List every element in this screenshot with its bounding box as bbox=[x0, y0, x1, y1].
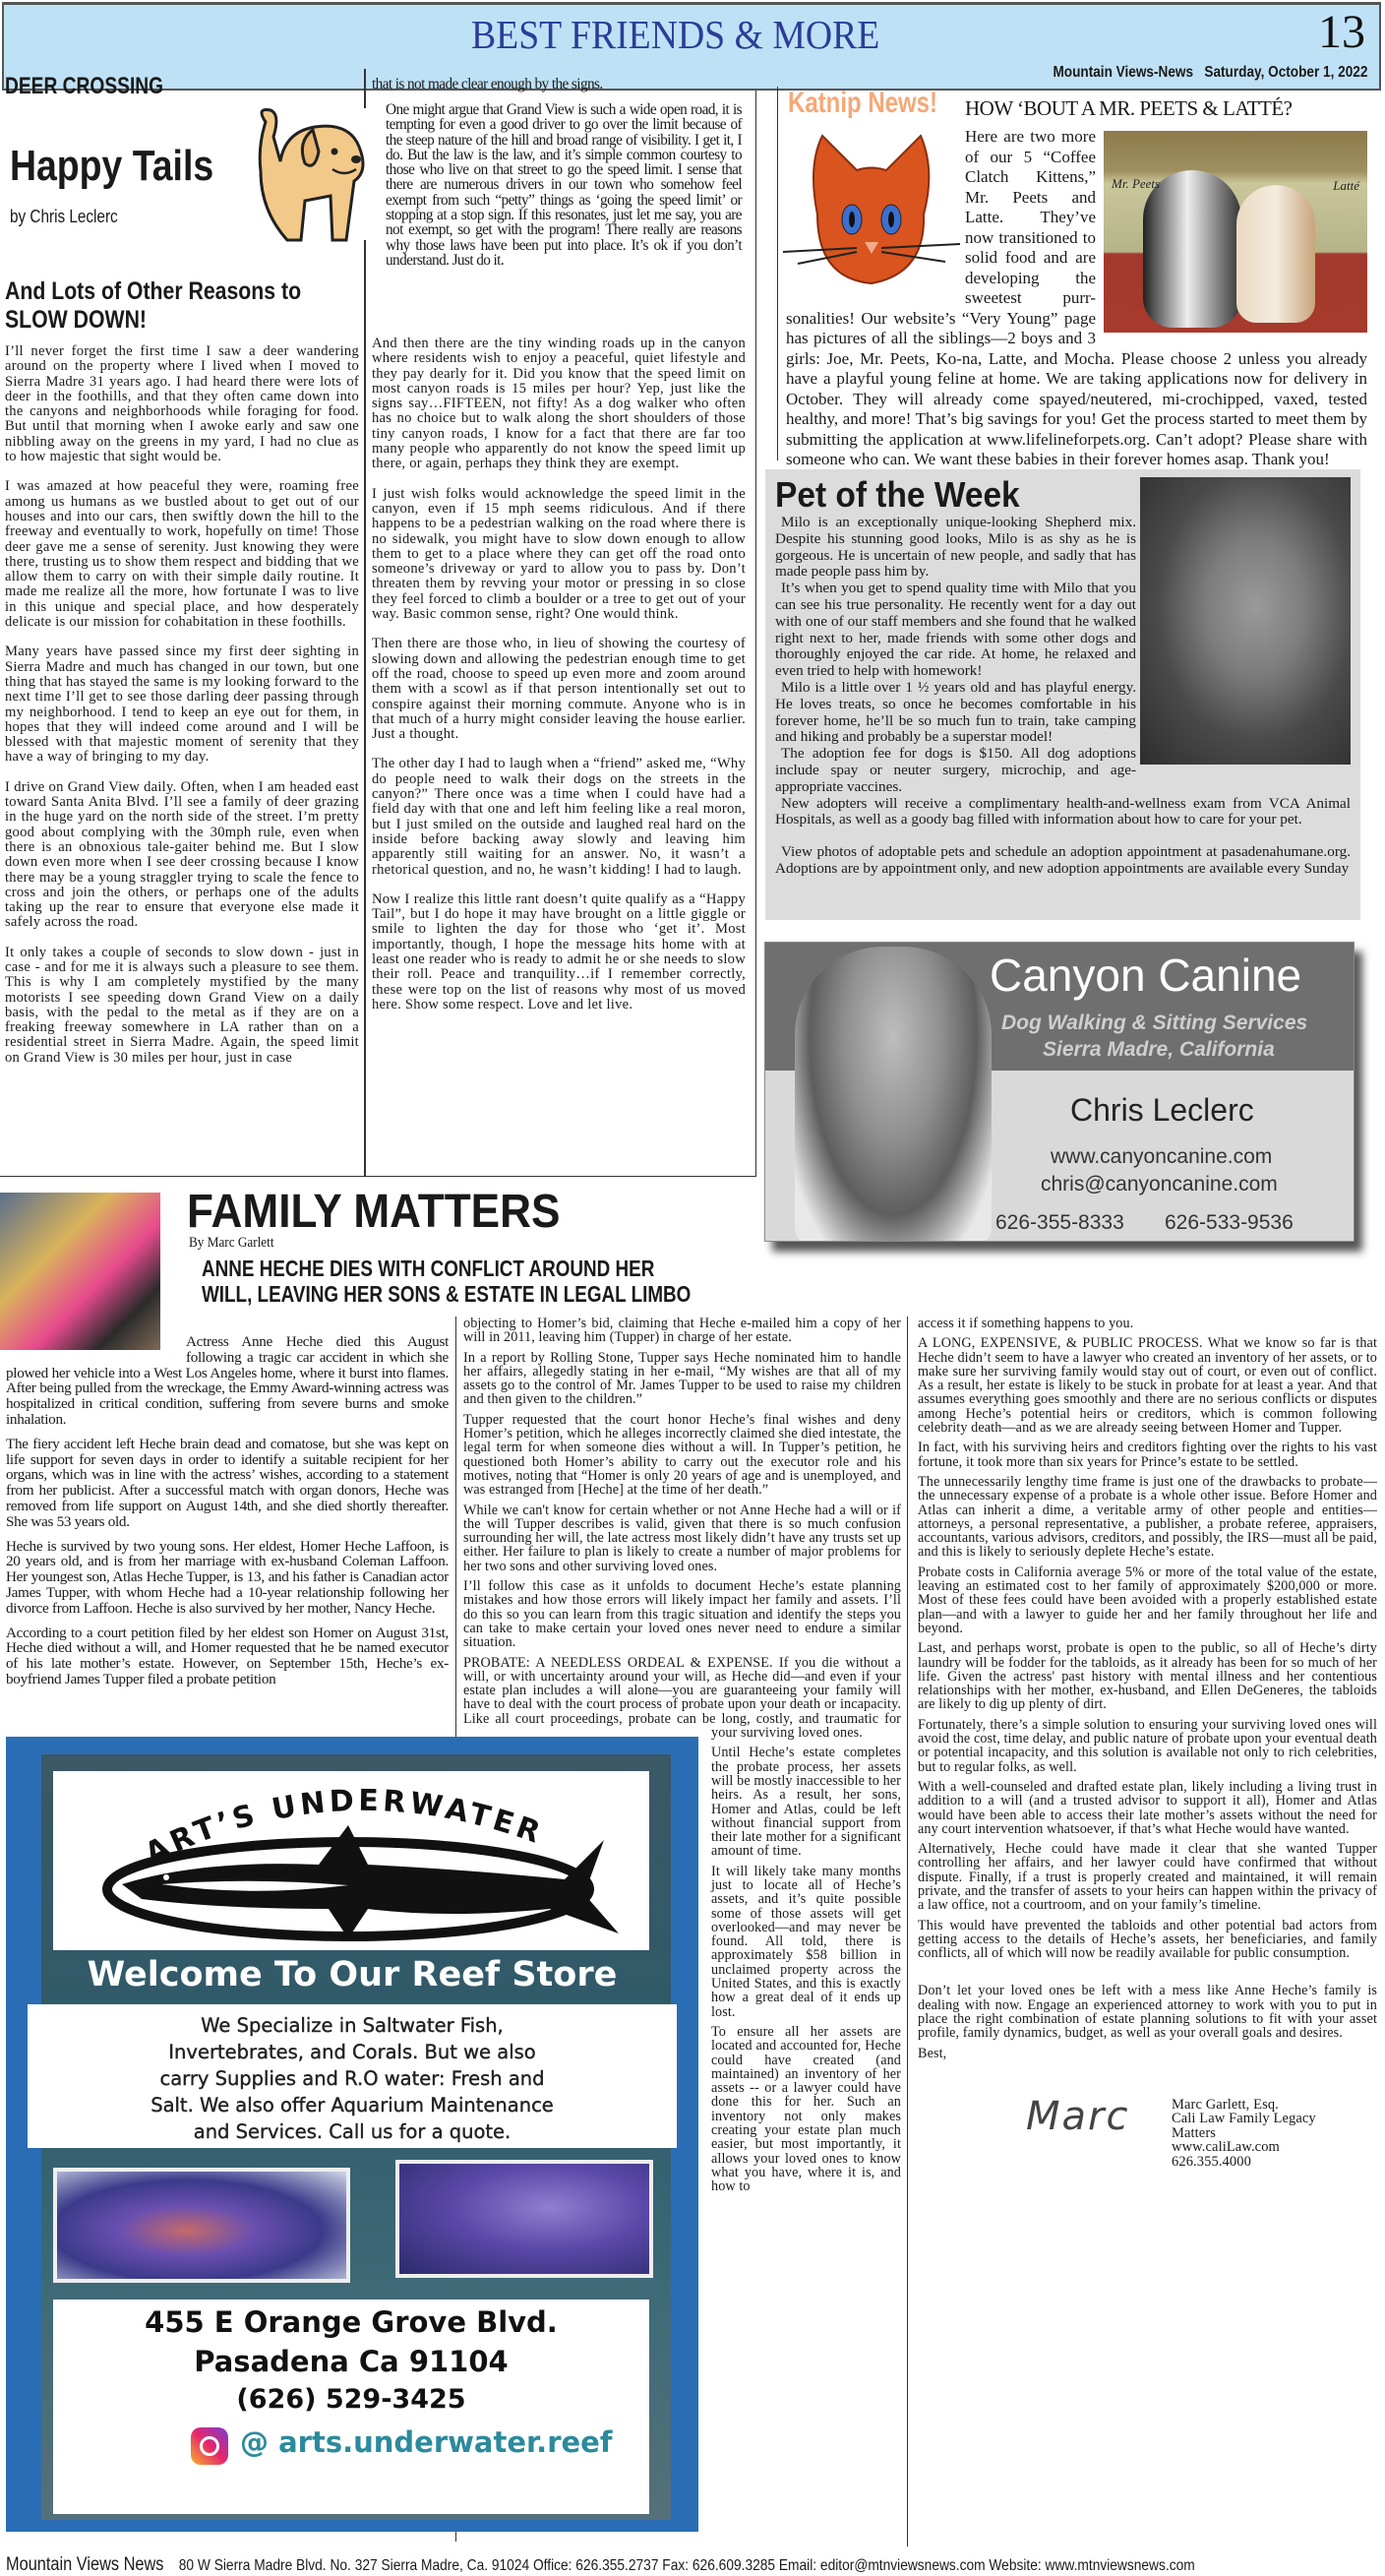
canyon-canine-ad bbox=[764, 942, 1355, 1242]
firm-website[interactable]: www.caliLaw.com bbox=[1172, 2139, 1280, 2156]
issue-date: Saturday, October 1, 2022 bbox=[1203, 64, 1367, 81]
paragraph: Then there are those who, in lieu of showing the courtesy of slowing down and allowing the pedestrian enough time to get off the road, choose to speed up even more and zoom around them with a scowl as if that person intentionally set out to conspire against their morning commute. Anyone who is in that much of a hurry might consider leaving the house earlier. Just a thought. bbox=[372, 636, 746, 743]
paragraph: A LONG, EXPENSIVE, & PUBLIC PROCESS. What we know so far is that Heche didn’t seem to have a lawyer who created an inventory of her assets, or to make sure her surviving family would stay out of court, or even out of conflict. As a result, her estate is likely to be stuck in probate for at least a year. And that assumes everything goes smoothly and there are no serious conflicts or disputes among Heche’s potential heirs or creditors, which is common following celebrity death—and as we are already seeing between Homer and Tupper. bbox=[918, 1335, 1377, 1437]
kitten-figure bbox=[1236, 185, 1315, 323]
column-paragraphs bbox=[918, 1317, 1377, 1960]
paragraph: Tupper requested that the court honor Heche’s final wishes and deny Homer’s petition, which he alleges incorrectly claimed she died intestate, the legal term for when someone dies without a will. In Tupper’s petition, he questioned both Homer’s ability to carry out the executor role and his motives, noting that “Homer is only 20 years of age and is unemployed, and was estranged from [Heche] at the time of her death.” bbox=[463, 1411, 901, 1499]
coral-photo bbox=[53, 2168, 350, 2283]
katnip-text: Here are two more of our 5 “Coffee Clatch Kittens,” Mr. Peets and Latte. They’ve now transitioned to solid food and are developing the sweetest purr-sonalities! Our website’s “Very Young” page has pictures of all the siblings—2 boys and 3 girls: Joe, Mr. Peets, Ko-na, Latte, and Mocha. Please choose 2 unless you already have a playful young feline at home. We are taking applications now for delivery in October. They will already come spayed/neutered, mi-crochipped, vaxed, tested healthy, and more! That’s big savings for you! Get the process started to meet them by submitting the application at www.lifelineforpets.org. Can’t adopt? Please share with someone who can. We want these babies in their forever homes asap. Thank you! bbox=[786, 127, 1367, 468]
firm-name: Cali Law Family Legacy bbox=[1172, 2111, 1316, 2127]
katnip-logo-area bbox=[778, 87, 965, 298]
instagram-icon bbox=[191, 2427, 228, 2465]
description-line: carry Supplies and R.O water: Fresh and bbox=[159, 2067, 545, 2090]
description-line: Invertebrates, and Corals. But we also bbox=[168, 2041, 536, 2063]
paragraph: I’ll never forget the first time I saw a deer wandering around on the property where I lived when I moved to Sierra Madre 31 years ago. I had heard there were lots of deer in the foothills, and that they often came down into the canyons and neighborhoods while foraging for food. But until that morning when I awoke early and saw one nibbling away on the greens in my yard, I had no clue as to how majestic that sight would be. bbox=[5, 344, 359, 465]
katnip-news-article bbox=[777, 87, 1377, 468]
description-line: Salt. We also offer Aquarium Maintenance bbox=[151, 2094, 554, 2116]
paragraph: Alternatively, Heche could have made it clear that she wanted Tupper controlling her affairs, and her lawyer could have confirmed that without dispute. Finally, if a trust is properly created and maintained, it will remain private, and the transfer of assets to your heirs can happen within the privacy of a law office, not a courtroom, and on your family’s timeline. bbox=[918, 1841, 1377, 1914]
page-number: 13 bbox=[1318, 6, 1365, 58]
byline: by Chris Leclerc bbox=[10, 207, 118, 226]
welcome-banner: Welcome To Our Reef Store bbox=[87, 1955, 618, 1994]
paragraph: And then there are the tiny winding roads up in the canyon where residents wish to enjoy a peaceful, quiet lifestyle and they pay dearly for it. Did you know that the speed limit on most canyon roads is 15 miles per hour? Yep, just like the signs say…FIFTEEN, not fifty! As a dog walker who often has no choice but to walk along the short shoulders of those tiny canyon roads, I know for a fact that there are far too many people who apparently do not know the speed limit up there, or again, perhaps they think they are exempt. bbox=[372, 337, 746, 472]
ad-tagline: Dog Walking & Sitting Services bbox=[1001, 1012, 1308, 1034]
signature-area bbox=[918, 2090, 1377, 2208]
signoff: Best, bbox=[918, 2045, 947, 2061]
signature-block bbox=[1172, 2098, 1316, 2170]
paragraph: Last, and perhaps worst, probate is open to the public, so all of Heche’s dirty laundry will be fodder for the tabloids, as it already has been for so much of her life. Given the actress' past history with mental illness and her contentious relationships with her mother, ex-husband, and Ellen DeGeneres, the tabloids are likely to dig up plenty of dirt. bbox=[918, 1640, 1377, 1713]
ad-website[interactable]: www.canyoncanine.com bbox=[1051, 1145, 1273, 1168]
article-headline: And Lots of Other Reasons to SLOW DOWN! bbox=[5, 277, 302, 334]
page-footer bbox=[6, 2554, 1195, 2576]
paragraph: I’ll follow this case as it unfolds to document Heche’s estate planning mistakes and how those errors will likely impact her family and assets. I’ll do this so you can learn from this tragic situation and identify the steps you can take to make certain your loved ones never need to endure a similar situation. bbox=[463, 1578, 901, 1651]
ad-phone: (626) 529-3425 bbox=[236, 2384, 466, 2415]
headline-line: WILL, LEAVING HER SONS & ESTATE IN LEGAL LIMBO bbox=[202, 1281, 692, 1307]
paragraph: The fiery accident left Heche brain dead and comatose, but she was kept on life support for seven days in order to identify a suitable recipient for her organs, which was in line with the actress’ wishes, according to a statement from her publicist. After a successful match with organ donors, Heche was removed from life support on August 14th, and she died shortly thereafter. She was 53 years old. bbox=[6, 1435, 449, 1530]
paragraph: To ensure all her assets are located and accounted for, Heche could have created (and maintained) an inventory of her assets -- or a lawyer could have done this for her. Such an inventory not only makes creating your estate plan much easier, but most importantly, it allows your loved ones to know what you have, where it is, and how to bbox=[711, 2023, 901, 2195]
pet-adoption-note: View photos of adoptable pets and schedule an adoption appointment at pasadenahumane.org. Adoptions are by appointment only, and new adoption appointments are available every Sunday bbox=[775, 843, 1351, 877]
paragraph: The adoption fee for dogs is $150. All dog adoptions include spay or neuter surgery, microchip, and age-appropriate vaccines. bbox=[775, 745, 1136, 795]
paragraph: Now I realize this little rant doesn’t quite qualify as a “Happy Tail”, but I do hope it may have brought on a little giggle or smile to lighten the day for those who ‘get it’. Most importantly, though, I hope the message hits home with at least one reader who is ready to admit he or she needs to slow their roll. Peace and tranquility…if I remember correctly, these were top on the list of reasons why most of us moved here. Show some respect. Love and let live. bbox=[372, 890, 746, 1012]
paragraph: According to a court petition filed by her eldest son Homer on August 31st, Heche died without a will, and Homer requested that he be named executor of his late mother’s estate. However, on September 15th, Heche’s ex-boyfriend James Tupper filed a probate petition bbox=[6, 1624, 449, 1687]
section-title: BEST FRIENDS & MORE bbox=[471, 12, 880, 57]
ad-location: Sierra Madre, California bbox=[1043, 1038, 1275, 1061]
ad-phone: 626-533-9536 bbox=[1165, 1211, 1294, 1234]
paragraph: It’s when you get to spend quality time with Milo that you can see his true personality. He recently went for a day out with one of our staff members and she found that he walked right next to her, made friends with some other dogs and thoroughly enjoyed the car ride. At home, he relaxed and even tried to help with homework! bbox=[775, 580, 1136, 680]
paragraph: I was amazed at how peaceful they were, roaming free among us humans as we bustled about to get out of our houses and into our cars, then swiftly down the hill to the freeway and eventually to work, hopefully on time! Those deer gave me a sense of serenity. Just knowing they were there, trusting us to show them respect and bidding that we allow them to carry on with their simple daily routine. It made me realize all the more, how fortunate I was to live in this unique and special place, and how desperately delicate is our mission for cohabitation in these foothills. bbox=[5, 478, 359, 631]
paragraph: With a well-counseled and drafted estate plan, likely including a living trust in addition to a will (and a trusted advisor to support it all), Homer and Atlas would have been able to access their late mother’s assets without the need for any court intervention whatsoever, if that’s what Heche would have wanted. bbox=[918, 1778, 1377, 1837]
column-title: FAMILY MATTERS bbox=[187, 1186, 561, 1238]
pet-title: Pet of the Week bbox=[775, 474, 1020, 515]
ad-address-line: Pasadena Ca 91104 bbox=[194, 2345, 509, 2378]
photo-label: Mr. Peets bbox=[1112, 176, 1161, 191]
byline: By Marc Garlett bbox=[189, 1235, 274, 1251]
headline-line: ANNE HECHE DIES WITH CONFLICT AROUND HER bbox=[202, 1256, 655, 1281]
arts-underwater-reef-ad bbox=[6, 1737, 698, 2532]
publication-name: Mountain Views-News bbox=[1053, 64, 1193, 81]
article-kicker: DEER CROSSING bbox=[5, 73, 164, 99]
paragraph: In a report by Rolling Stone, Tupper says Heche nominated him to handle her affairs, allegedly stating in her e-mail, “My wishes are that all of my assets go to the control of Mr. James Tupper to be used to raise my children and then given to the children.” bbox=[463, 1349, 901, 1408]
ad-email[interactable]: chris@canyoncanine.com bbox=[1041, 1173, 1278, 1196]
paragraph: I just wish folks would acknowledge the speed limit in the canyon, even if 15 mph seems ridiculous. And if there happens to be a pedestrian walking on the road where there is no sidewalk, you might have to slow down enough to allow them to get to a place where they can get off the road onto someone’s driveway or yard to allow you to pass by. Don’t threaten them by revving your motor or pressing in so close they feel forced to climb a boulder or a tree to get out of your way. Basic common sense, right? One would think. bbox=[372, 485, 746, 623]
katnip-headline: HOW ‘BOUT A MR. PEETS & LATTÉ? bbox=[965, 96, 1293, 120]
kitten-figure bbox=[1143, 170, 1241, 328]
cat-face-icon bbox=[778, 126, 960, 293]
article-continuation: that is not made clear enough by the signs. bbox=[372, 76, 603, 92]
author-name: Marc Garlett, Esq. bbox=[1172, 2096, 1279, 2113]
shark-logo-icon bbox=[53, 1771, 649, 1950]
paragraph: It only takes a couple of seconds to slow down - just in case - and for me it is always such a pleasure to see them. This is why I am completely mystified by the many motorists I see speeding down Grand View on a daily basis, with the pedal to the metal as if they are on a freaking freeway somewhere in LA rather than on a residential street in Sierra Madre. Again, the speed limit on Grand View is 30 miles per hour, just in case bbox=[5, 944, 359, 1066]
dog-photo bbox=[1140, 477, 1351, 765]
katnip-logo: Katnip News! bbox=[788, 87, 938, 119]
paragraph: Many years have passed since my first deer sighting in Sierra Madre and much has changed in our town, but one thing that has stayed the same is my looking forward to the next time I’ll get to see those darling deer passing through my neighborhood. I tend to keep an eye out for them, in hopes that they will indeed come around and I will be blessed with that majestic moment of serenity that they have a way of bringing to my day. bbox=[5, 644, 359, 766]
paragraph: The unnecessarily lengthy time frame is just one of the drawbacks to probate—the unnecessary expense of a probate is a whole other issue. Before Homer and Atlas can inherit a dime, a veritable army of other people and entities—attorneys, a personal representative, a publisher, a probate referee, appraisers, accountants, various advisors, creditors, and possibly, the IRS—must all be paid, and this is likely to seriously deplete Heche’s estate. bbox=[918, 1473, 1378, 1561]
column-rule bbox=[364, 240, 366, 1177]
closing-paragraph: Don’t let your loved ones be left with a mess like Anne Heche’s family is dealing with now. Engage an experienced attorney to work with you to put in place the right combination of estate planning solutions to fit with your asset profile, family dynamics, budget, as well as your overall goals and desires. bbox=[918, 1983, 1377, 2042]
paragraph: Milo is an exceptionally unique-looking Shepherd mix. Despite his stunning good looks, Milo is as shy as he is gorgeous. He is uncertain of new people, and sadly that has made people pass him by. bbox=[775, 514, 1136, 581]
family-photo bbox=[0, 1193, 160, 1350]
description-line: We Specialize in Saltwater Fish, bbox=[201, 2014, 504, 2037]
fish-tank-photo bbox=[395, 2160, 653, 2278]
firm-phone: 626.355.4000 bbox=[1172, 2153, 1251, 2170]
paragraph: objecting to Homer’s bid, claiming that Heche e-mailed him a copy of her will in 2011, leaving him (Tupper) in charge of her estate. bbox=[463, 1317, 901, 1346]
firm-name-cont: Matters bbox=[1172, 2124, 1216, 2141]
ad-description bbox=[28, 2012, 677, 2145]
paragraph: Actress Anne Heche died this August following a tragic car accident in which she plowed her vehicle into a West Los Angeles home, where it burst into flames. After being pulled from the wreckage, the Emmy Award-winning actress was hospitalized in critical condition, suffering from severe burns and smoke inhalation. bbox=[6, 1334, 449, 1428]
paragraph: In fact, with his surviving heirs and creditors fighting over the rights to his vast fortune, it took more than six years for Prince’s estate to be settled. bbox=[918, 1440, 1377, 1470]
column-paragraphs bbox=[6, 1334, 449, 1687]
footer-publication: Mountain Views News bbox=[6, 2554, 164, 2575]
kittens-photo bbox=[1104, 131, 1367, 333]
paragraph: The other day I had to laugh when a “friend” asked me, “Why do people need to walk their dogs on the streets in the canyon?” There once was a time when I could have had a field day with that one and left him feeling like a real moron, but I just smiled on the outside and laughed real hard on the inside before backing away slowly and leaving him apparently still waiting for an answer. No, it wasn’t a rhetorical question, and no, he wasn’t kidding! I had to laugh. bbox=[372, 756, 746, 878]
article-column-1 bbox=[6, 1334, 449, 1723]
article-column-1 bbox=[5, 344, 359, 1176]
article-paragraph: One might argue that Grand View is such a wide open road, it is tempting for even a good driver to go over the limit because of the steep nature of the hill and broad range of visibility. I get it, I do. But the law is the law, and it’s simple common courtesy to those who live on that street to go the speed limit. I sense that there are numerous drivers in our town who somehow feel exempt from such “petty” things as ‘going the speed limit’ or stopping at a stop sign. If this resonates, just let me say, you are not exempt, so get with the program! There really are reasons why those laws have been put into place. It’s ok if you don’t understand. Just do it. bbox=[386, 101, 742, 269]
description-box bbox=[28, 2004, 677, 2148]
paragraph: Probate costs in California average 5% or more of the total value of the estate, leaving an estimated cost to her family of approximately $200,000 or more. Most of these fees could have been avoided with a properly established estate plan—and with a lawyer to guide her and her family throughout her life and beyond. bbox=[918, 1564, 1377, 1636]
paragraph: This would have prevented the tabloids and other potential bad actors from getting access to the details of Heche’s assets, her beneficiaries, and family conflicts, all of which will now be readily available for public consumption. bbox=[918, 1917, 1377, 1962]
paragraph: PROBATE: A NEEDLESS ORDEAL & EXPENSE. If you die without a will, or with uncertainty around your will, as Heche did—and even if your estate plan includes a will alone—you are guaranteeing your family will have to deal with the court process of probate upon your death or incapacity. Like all court proceedings, probate can be long, costly, and traumatic for your surviving loved ones. bbox=[463, 1654, 901, 1742]
paragraph: access it if something happens to you. bbox=[918, 1316, 1134, 1331]
happy-tails-article bbox=[0, 73, 756, 1177]
paragraph: Until Heche’s estate completes the probate process, her assets will be mostly inaccessible to her heirs. As a result, her sons, Homer and Atlas, could be left without financial support from their late mother for a significant amount of time. bbox=[711, 1745, 901, 1860]
article-headline bbox=[202, 1256, 799, 1307]
pet-of-the-week-box bbox=[765, 469, 1360, 920]
column-title: Happy Tails bbox=[10, 142, 214, 190]
paragraph: Heche is survived by two young sons. Her eldest, Homer Heche Laffoon, is 20 years old, and is from her marriage with ex-husband Coleman Laffoon. Her youngest son, Atlas Heche Tupper, is 13, and his father is Canadian actor James Tupper, with whom Heche had a 10-year relationship following her divorce from Laffoon. Heche is also survived by her mother, Nancy Heche. bbox=[6, 1537, 449, 1617]
paragraph: New adopters will receive a complimentary health-and-wellness exam from VCA Animal Hospitals, as well as a goody bag filled with information about how to care for your pet. bbox=[775, 794, 1351, 828]
signature: Marc bbox=[1026, 2093, 1130, 2139]
instagram-handle[interactable]: @ arts.underwater.reef bbox=[240, 2425, 613, 2459]
hound-photo bbox=[795, 947, 992, 1242]
reef-logo-box bbox=[53, 1771, 649, 1950]
column-rule bbox=[364, 69, 366, 108]
description-line: and Services. Call us for a quote. bbox=[193, 2120, 512, 2143]
address-box bbox=[53, 2300, 649, 2514]
article-column-2 bbox=[372, 337, 746, 1173]
article-column-3 bbox=[907, 1317, 1377, 2546]
paragraph: It will likely take many months just to locate all of Heche’s assets, and it’s quite possible some of those assets will get overlooked—and may never be found. All told, there is approximately $58 billion in unclaimed property across the United States, and this is exactly how a great deal of it ends up lost. bbox=[711, 1863, 901, 2020]
paragraph: Fortunately, there’s a simple solution to ensuring your surviving loved ones will avoid the cost, time delay, and public nature of probate upon your eventual death or potential incapacity, and this solution is available not only to rich celebrities, but to regular folks, as well. bbox=[918, 1716, 1377, 1775]
paragraph: I drive on Grand View daily. Often, when I am headed east toward Santa Anita Blvd. I’ll see a family of deer grazing in the huge yard on the north side of the street. I’m pretty good about complying with the 30mph rule, even when there is an obnoxious tale-gaiter behind me. But I slow down even more when I see deer crossing because I know there may be a young straggler trying to scale the fence to cross and join the others, or perhaps one of the adults taking up the rear to ensure that everyone else made it safely across the road. bbox=[5, 778, 359, 931]
ad-address-line: 455 E Orange Grove Blvd. bbox=[145, 2305, 558, 2339]
ad-contact-name: Chris Leclerc bbox=[1070, 1092, 1254, 1128]
logo-text: ART’S UNDERWATER bbox=[140, 1783, 549, 1871]
photo-label: Latté bbox=[1333, 178, 1359, 193]
svg-text:ART’S UNDERWATER REEF bbox=[53, 1771, 562, 1871]
dog-illustration-icon bbox=[236, 102, 384, 245]
paragraph: While we can't know for certain whether or not Anne Heche had a will or if the will Tupper describes is valid, given that there is so much confusion surrounding her will, the late actress most likely didn’t have any trusts set up either. Her failure to plan is likely to create a number of major problems for her two sons and other surviving loved ones. bbox=[463, 1502, 901, 1574]
ad-phone: 626-355-8333 bbox=[995, 1211, 1124, 1234]
photo-spacer bbox=[6, 1334, 186, 1364]
paragraph: Milo is a little over 1 ½ years old and has playful energy. He loves treats, so once he becomes comfortable in his forever home, he’ll be so much fun to train, take camping and hiking and probably be a superstar model! bbox=[775, 678, 1136, 746]
masthead-line bbox=[1053, 64, 1367, 82]
ad-business-name: Canyon Canine bbox=[990, 950, 1302, 1001]
footer-contact: 80 W Sierra Madre Blvd. No. 327 Sierra Madre, Ca. 91024 Office: 626.355.2737 Fax: 626.609.3285 Email: editor@mtnviewsnews.com Website: www.mtnviewsnews.com bbox=[178, 2557, 1195, 2574]
